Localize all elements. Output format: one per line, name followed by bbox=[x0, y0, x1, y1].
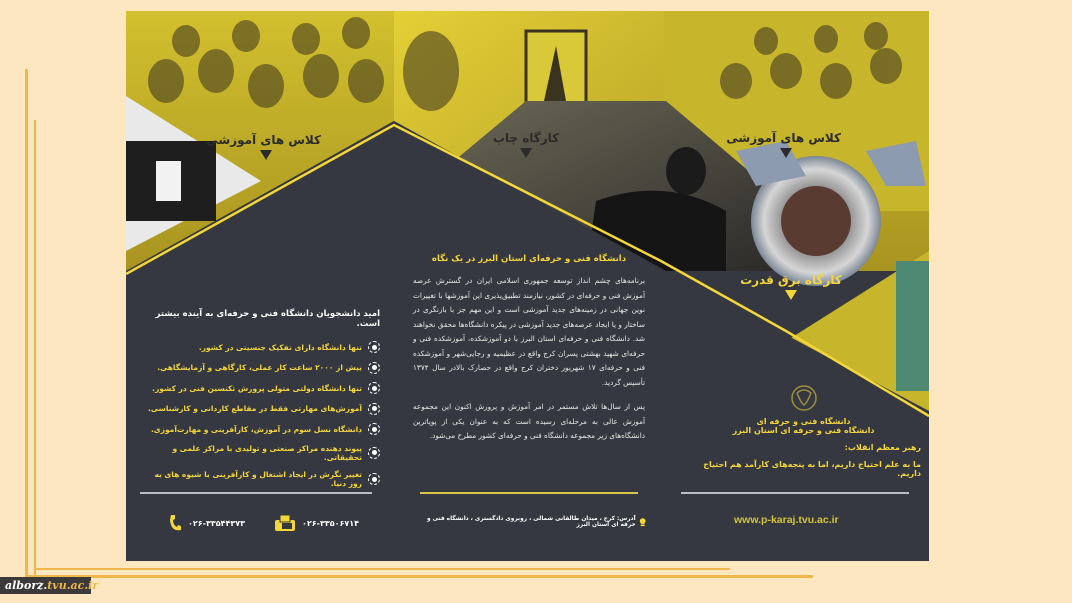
website-link[interactable]: www.p-karaj.tvu.ac.ir bbox=[734, 514, 839, 526]
phone-icon bbox=[168, 514, 182, 532]
feature-item: تغییر نگرش در ایجاد اشتغال و کارآفرینی با شیوه های به روز دنیا. bbox=[140, 470, 380, 488]
university-logo-icon bbox=[789, 383, 819, 413]
right-panel bbox=[686, 383, 921, 478]
address: آدرس: کرج ، میدان طالقانی شمالی ، روبروی دادگستری ، دانشگاه فنی و حرفه ای استان البرز bbox=[414, 516, 646, 528]
frame-line-outer-h bbox=[25, 575, 813, 578]
bullet-target-icon bbox=[368, 473, 380, 485]
middle-panel-title: دانشگاه فنی و حرفه‌ای استان البرز در یک نگاه bbox=[431, 254, 627, 264]
feature-item: تنها دانشگاه دارای تفکیک جنسیتی در کشور. bbox=[140, 341, 380, 353]
bullet-target-icon bbox=[368, 382, 380, 394]
fax-icon bbox=[274, 514, 296, 532]
feature-item: بیش از ۲۰۰۰ ساعت کار عملی، کارگاهی و آزمایشگاهی. bbox=[140, 362, 380, 374]
bullet-target-icon bbox=[368, 447, 380, 459]
intro-paragraph: برنامه‌های چشم انداز توسعه جمهوری اسلامی ایران در گسترش عرصه آموزش فنی و حرفه‌ای در کشور، نیازمند تطبیق‌پذیری این آموزشها با تغییرات نوین جهانی در زمینه‌های جدید آموزشی است و این مهم جز با بازنگری در ساختار و یا ایجاد عرصه‌های جدید آموزشی در پیکره دانشگاه‌ها محقق نخواهند شد. دانشگاه فنی و حرفه‌ای استان البرز با دو آموزشکده، آموزشکده فنی و حرفه‌ای شهید بهشتی پسران کرج واقع در عظیمیه و رجایی‌شهر و آموزشکده فنی و حرفه‌ای ۱۷ شهریور دختران کرج واقع در حصارک بالادر سال ۱۳۷۴ تأسیس گردید. bbox=[413, 276, 645, 387]
feature-item: دانشگاه نسل سوم در آموزش، کارآفرینی و مهارت‌آموزی. bbox=[140, 423, 380, 435]
university-name-line2: دانشگاه فنی و حرفه ای استان البرز bbox=[732, 426, 875, 435]
brochure bbox=[126, 11, 929, 561]
fax-contact: ۰۲۶-۳۳۵۰۶۷۱۴ bbox=[274, 514, 359, 532]
feature-item: پیوند دهنده مراکز صنعتی و تولیدی با مراکز علمی و تحقیقاتی. bbox=[140, 444, 380, 462]
frame-line-inner-h bbox=[34, 568, 730, 570]
leader-label: رهبر معظم انقلاب: bbox=[844, 443, 921, 452]
left-panel-title: امید دانشجویان دانشگاه فنی و حرفه‌ای به آینده بیشتر است. bbox=[155, 309, 380, 329]
bullet-target-icon bbox=[368, 341, 380, 353]
feature-item: تنها دانشگاه دولتی متولی پرورش تکنسین فنی در کشور. bbox=[140, 382, 380, 394]
left-divider bbox=[140, 492, 372, 494]
middle-divider bbox=[420, 492, 638, 494]
caption-classes-right: کلاس های آموزشی bbox=[731, 131, 841, 158]
bullet-target-icon bbox=[368, 423, 380, 435]
middle-panel bbox=[413, 254, 645, 454]
history-paragraph: پس از سال‌ها تلاش مستمر در امر آموزش و پرورش اکنون این مجموعه آموزش عالی به مرحله‌ای رسیده است که به عنوان یکی از پویاترین دانشگاه‌های زیر مجموعه دانشگاه فنی و حرفه‌ای کشور مطرح می‌شود. bbox=[413, 402, 645, 440]
university-name-line1: دانشگاه فنی و حرفه ای bbox=[756, 417, 851, 426]
left-panel bbox=[140, 309, 380, 497]
caption-classes-left: کلاس های آموزشی bbox=[211, 133, 321, 160]
frame-line-inner-v bbox=[34, 120, 36, 575]
leader-quote: ما به علم احتیاج داریم، اما به پنجه‌های کارآمد هم احتیاج داریم. bbox=[703, 460, 921, 478]
location-icon bbox=[639, 517, 646, 527]
feature-item: آموزش‌های مهارتی فقط در مقاطع کاردانی و کارشناسی. bbox=[140, 403, 380, 415]
bullet-target-icon bbox=[368, 403, 380, 415]
caption-power-workshop: کارگاه برق قدرت bbox=[736, 273, 846, 300]
phone-contact: ۰۲۶-۳۳۵۴۴۳۷۳ bbox=[168, 514, 245, 532]
right-divider bbox=[681, 492, 909, 494]
site-watermark: alborz. tvu.ac.ir bbox=[0, 577, 91, 594]
frame-line-outer-v bbox=[25, 69, 28, 581]
caption-print-workshop: کارگاه چاپ bbox=[471, 131, 581, 158]
bullet-target-icon bbox=[368, 362, 380, 374]
